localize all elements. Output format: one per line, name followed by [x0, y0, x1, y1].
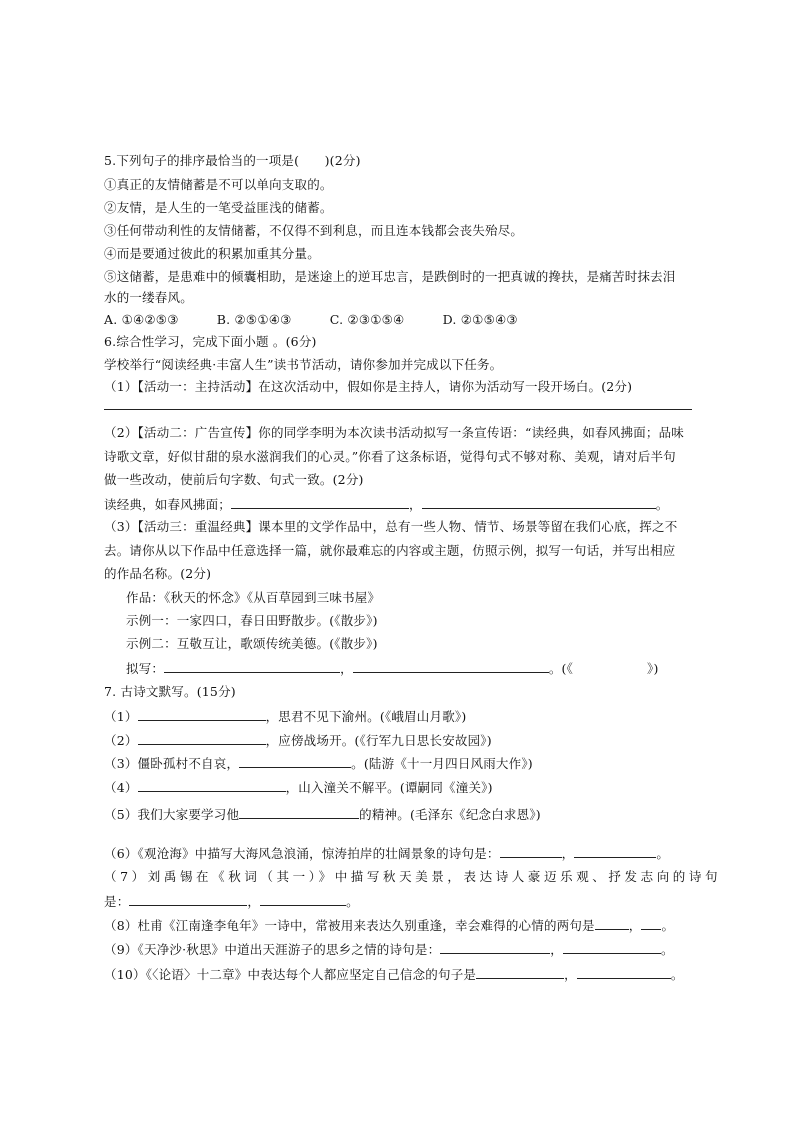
q7-blank-6b[interactable] — [574, 845, 656, 858]
q7-blank-9b[interactable] — [563, 941, 661, 954]
q5-item-5-cont: 水的一缕春风。 — [104, 290, 193, 305]
q6-draft-work-blank[interactable] — [573, 661, 647, 673]
q6-draft-blank-2[interactable] — [353, 660, 549, 673]
q7-line-7: （7）刘禹锡在《秋词（其一）》中描写秋天美景，表达诗人豪迈乐观、抒发志向的诗句 — [104, 869, 722, 884]
q6-blank-1[interactable] — [231, 496, 409, 509]
q7-blank-10b[interactable] — [577, 966, 671, 979]
q6-activity-2-line-2: 诗歌文章，好似甘甜的泉水滋润我们的心灵。”你看了这条标语，觉得句式不够对称、美观，请对后半句 — [104, 449, 676, 464]
q6-fill-prefix: 读经典，如春风拂面； — [104, 497, 232, 512]
q6-activity-3-line-1: （3）【活动三：重温经典】课本里的文学作品中，总有一些人物、情节、场景等留在我们心底，挥之不 — [104, 519, 678, 534]
q7-line-9: （9）《天净沙·秋思》中道出天涯游子的思乡之情的诗句是： ， 。 — [104, 942, 674, 957]
q5-option-c[interactable]: C. ②③①⑤④ — [329, 312, 405, 327]
q5-option-b[interactable]: B. ②⑤①④③ — [216, 312, 292, 327]
q6-activity-3-line-3: 的作品名称。(2分) — [104, 566, 212, 581]
q6-activity-3-line-2: 去。请你从以下作品中任意选择一篇，就你最难忘的内容或主题，仿照示例，拟写一句话，并写出相应 — [104, 543, 676, 558]
q7-blank-6a[interactable] — [500, 845, 562, 858]
q6-draft-blank-1[interactable] — [164, 660, 340, 673]
q7-blank-3[interactable] — [239, 755, 351, 768]
q6-example-2: 示例二：互敬互让，歌颂传统美德。(《散步》) — [126, 636, 378, 651]
q6-activity-2-line-1: （2）【活动二：广告宣传】你的同学李明为本次读书活动拟写一条宣传语：“读经典，如春风拂面；品味 — [104, 425, 684, 440]
q5-item-4: ④而是要通过彼此的积累加重其分量。 — [104, 246, 320, 261]
q7-blank-4[interactable] — [138, 779, 286, 792]
q6-blank-2[interactable] — [422, 496, 656, 509]
q5-option-a[interactable]: A. ①④②⑤③ — [104, 312, 179, 327]
q5-item-3: ③任何带动利性的友情储蓄，不仅得不到利息，而且连本钱都会丧失殆尽。 — [104, 223, 524, 238]
q5-item-5: ⑤这储蓄，是患难中的倾囊相助，是迷途上的逆耳忠言，是跌倒时的一把真诚的搀扶，是痛苦时抹去泪 — [104, 269, 676, 284]
q5-options — [104, 312, 552, 328]
q5-item-1: ①真正的友情储蓄是不可以单向支取的。 — [104, 177, 333, 192]
q6-activity-1: （1）【活动一：主持活动】在这次活动中，假如你是主持人，请你为活动写一段开场白。(2分) — [104, 379, 633, 394]
q7-line-5: （5）我们大家要学习他 的精神。(毛泽东《纪念白求恩》) — [104, 807, 541, 822]
q7-blank-7a[interactable] — [129, 893, 247, 906]
q7-blank-7b[interactable] — [260, 893, 346, 906]
q7-blank-8b[interactable] — [641, 917, 661, 930]
q6-title: 6.综合性学习，完成下面小题 。(6分) — [104, 334, 317, 349]
q7-line-7-cont: 是： ， 。 — [104, 894, 359, 909]
q5-item-2: ②友情，是人生的一笔受益匪浅的储蓄。 — [104, 200, 333, 215]
q6-draft: 拟写： ， 。(《 》) — [126, 661, 659, 676]
q6-works: 作品：《秋天的怀念》《从百草园到三味书屋》 — [126, 590, 381, 605]
q6-intro: 学校举行“阅读经典·丰富人生”读书节活动，请你参加并完成以下任务。 — [104, 357, 503, 372]
q7-blank-9a[interactable] — [440, 941, 550, 954]
q6-draft-label: 拟写： — [126, 661, 165, 676]
q7-line-1: （1） ，思君不见下渝州。(《峨眉山月歌》) — [104, 709, 467, 724]
q7-line-8: （8）杜甫《江南逢李龟年》一诗中，常被用来表达久别重逢，幸会难得的心情的两句是 ， 。 — [104, 918, 675, 933]
q7-blank-8a[interactable] — [595, 917, 629, 930]
q5-option-d[interactable]: D. ②①⑤④③ — [442, 312, 518, 327]
q7-blank-10a[interactable] — [476, 966, 564, 979]
q6-activity-2-line-3: 做一些改动，使前后句字数、句式一致。(2分) — [104, 472, 364, 487]
q5-title: 5.下列句子的排序最恰当的一项是( )(2分) — [104, 153, 361, 168]
q7-line-4: （4） ，山入潼关不解平。(谭嗣同《潼关》) — [104, 780, 493, 795]
q6-example-1: 示例一：一家四口，春日田野散步。(《散步》) — [126, 613, 378, 628]
q7-blank-1[interactable] — [138, 708, 266, 721]
q7-blank-5[interactable] — [239, 806, 359, 819]
q7-blank-2[interactable] — [138, 732, 266, 745]
q7-line-3: （3）僵卧孤村不自哀， 。(陆游《十一月四日风雨大作》) — [104, 756, 533, 771]
q7-line-2: （2） ，应傍战场开。(《行军九日思长安故园》) — [104, 733, 492, 748]
q7-line-10: （10）《〈论语〉十二章》中表达每个人都应坚定自己信念的句子是 ， 。 — [104, 967, 684, 982]
q7-title: 7. 古诗文默写。(15分) — [104, 684, 236, 699]
q7-line-6: （6）《观沧海》中描写大海风急浪涌，惊涛拍岸的壮阔景象的诗句是： ， 。 — [104, 846, 670, 861]
q6-activity-2-fill: 读经典，如春风拂面； ， 。 — [104, 497, 669, 512]
q6-answer-line-1[interactable] — [104, 409, 692, 410]
